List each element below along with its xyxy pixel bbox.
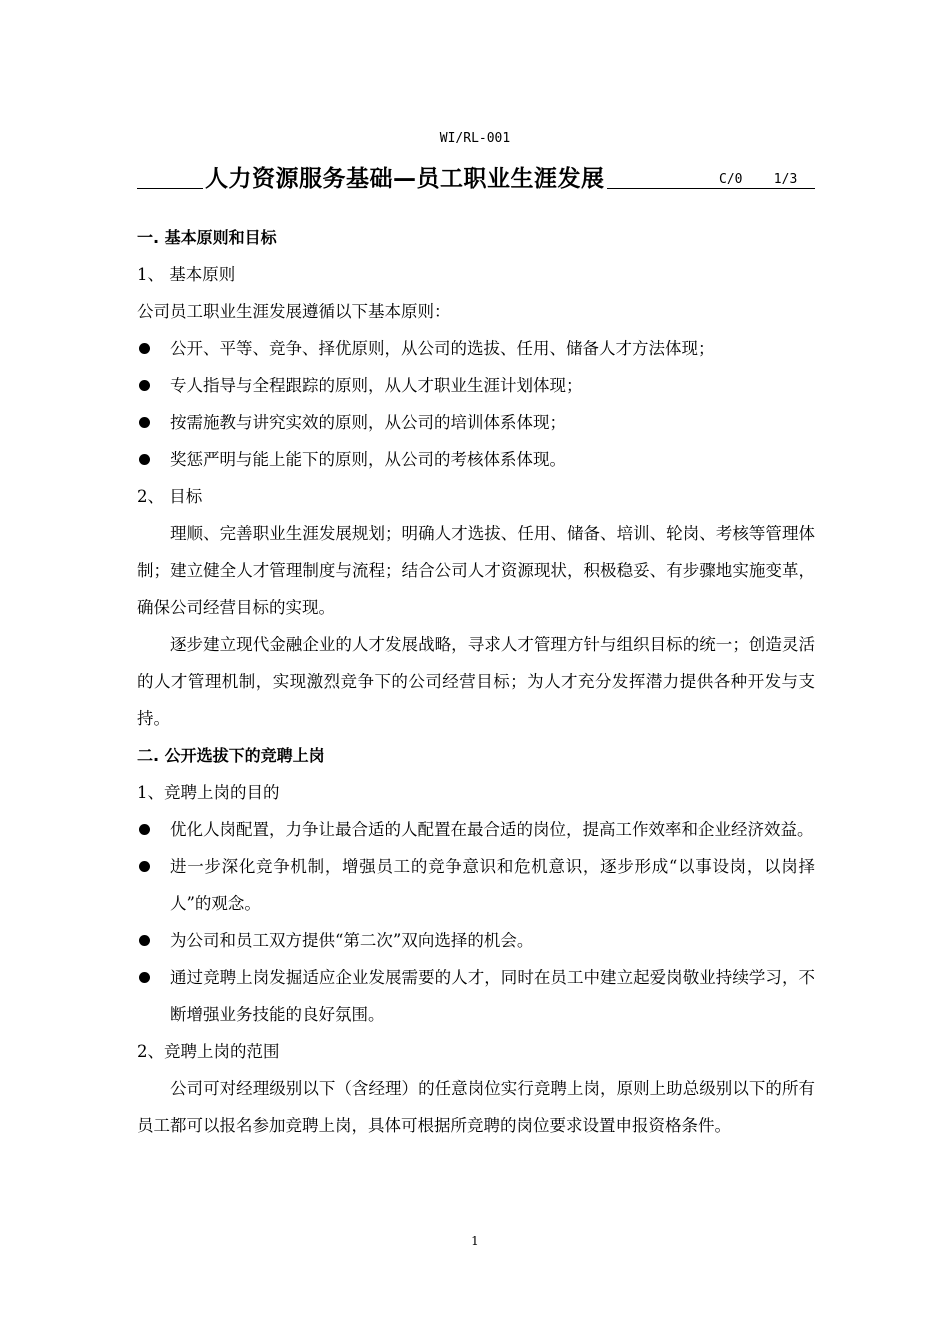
subsection-heading: 1、 基本原则	[137, 265, 236, 284]
list-item	[137, 959, 815, 1033]
list-item	[137, 441, 815, 478]
bullet-icon	[139, 824, 150, 835]
version-page-info: C/0 1/3	[719, 172, 798, 187]
list-item-text: 通过竞聘上岗发掘适应企业发展需要的人才，同时在员工中建立起爱岗敬业持续学习，不断增强业务技能的良好氛围。	[170, 968, 815, 1024]
bullet-icon	[139, 861, 150, 872]
paragraph: 公司可对经理级别以下（含经理）的任意岗位实行竞聘上岗，原则上助总级别以下的所有员工都可以报名参加竞聘上岗，具体可根据所竞聘的岗位要求设置申报资格条件。	[137, 1079, 815, 1135]
subsection-heading: 2、 目标	[137, 487, 203, 506]
paragraph: 逐步建立现代金融企业的人才发展战略，寻求人才管理方针与组织目标的统一；创造灵活的人才管理机制，实现激烈竞争下的公司经营目标；为人才充分发挥潜力提供各种开发与支持。	[137, 635, 815, 728]
list-item-text: 为公司和员工双方提供“第二次”双向选择的机会。	[170, 931, 534, 950]
bullet-icon	[139, 972, 150, 983]
bullet-icon	[139, 935, 150, 946]
list-item-text: 优化人岗配置，力争让最合适的人配置在最合适的岗位，提高工作效率和企业经济效益。	[170, 820, 814, 839]
list-item-text: 公开、平等、竞争、择优原则，从公司的选拔、任用、储备人才方法体现；	[170, 339, 715, 358]
list-item	[137, 848, 815, 922]
list-item	[137, 330, 815, 367]
section-heading: 一. 基本原则和目标	[137, 228, 277, 247]
list-item-text: 按需施教与讲究实效的原则，从公司的培训体系体现；	[170, 413, 566, 432]
bullet-icon	[139, 380, 150, 391]
section-heading: 二. 公开选拔下的竞聘上岗	[137, 746, 325, 765]
paragraph: 理顺、完善职业生涯发展规划；明确人才选拔、任用、储备、培训、轮岗、考核等管理体制；建立健全人才管理制度与流程；结合公司人才资源现状，积极稳妥、有步骤地实施变革，确保公司经营目标的实现。	[137, 524, 815, 617]
document-id: WI/RL-001	[439, 131, 511, 146]
list-item	[137, 922, 815, 959]
document-title: 人力资源服务基础—员工职业生涯发展	[203, 160, 607, 193]
title-row	[137, 163, 815, 195]
list-item	[137, 367, 815, 404]
subsection-heading: 2、竞聘上岗的范围	[137, 1042, 280, 1061]
list-item-text: 进一步深化竞争机制，增强员工的竞争意识和危机意识，逐步形成“以事设岗，以岗择人”的观念。	[170, 857, 815, 913]
list-item-text: 奖惩严明与能上能下的原则，从公司的考核体系体现。	[170, 450, 566, 469]
intro-text: 公司员工职业生涯发展遵循以下基本原则：	[137, 302, 451, 321]
bullet-icon	[139, 417, 150, 428]
page-number: 1	[471, 1234, 479, 1248]
document-body	[137, 219, 815, 1144]
bullet-icon	[139, 454, 150, 465]
subsection-heading: 1、竞聘上岗的目的	[137, 783, 280, 802]
list-item-text: 专人指导与全程跟踪的原则，从人才职业生涯计划体现；	[170, 376, 583, 395]
list-item	[137, 811, 815, 848]
bullet-icon	[139, 343, 150, 354]
list-item	[137, 404, 815, 441]
